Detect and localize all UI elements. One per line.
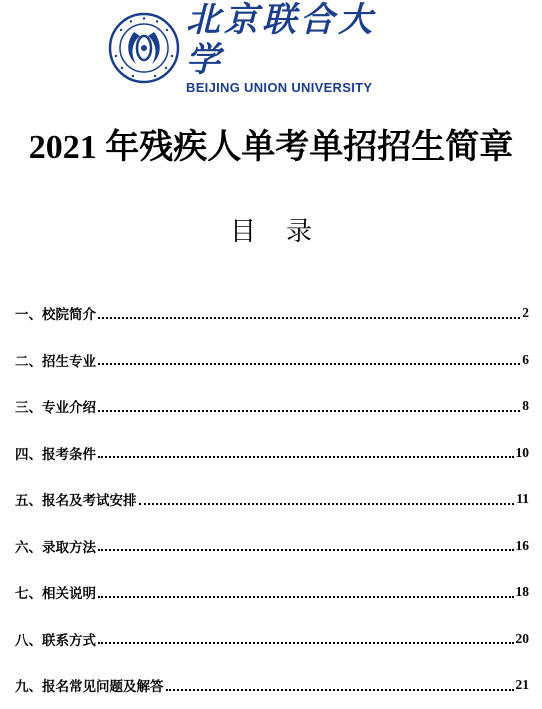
toc-leader-dots: [98, 595, 514, 598]
toc-heading: 目录: [229, 217, 342, 247]
toc-item-page: 8: [522, 398, 529, 414]
toc-item-label: 四、报考条件: [15, 446, 96, 463]
toc-leader-dots: [98, 362, 520, 365]
toc-item-label: 五、报名及考试安排: [15, 493, 137, 510]
toc-item-8[interactable]: [15, 616, 529, 663]
toc-item-page: 10: [515, 444, 529, 460]
toc-item-9[interactable]: [15, 662, 529, 709]
university-name-en: BEIJING UNION UNIVERSITY: [186, 79, 373, 95]
toc-item-label: 一、校院简介: [15, 307, 96, 324]
toc-item-6[interactable]: [15, 523, 529, 570]
toc-item-3[interactable]: [15, 383, 529, 430]
toc-leader-dots: [98, 548, 514, 551]
toc-item-2[interactable]: [15, 337, 529, 384]
university-name-cn: 北京联合大学: [186, 0, 376, 80]
toc-item-1[interactable]: [15, 290, 529, 337]
toc-leader-dots: [166, 688, 514, 691]
university-header: [108, 0, 408, 95]
toc-item-label: 三、专业介绍: [15, 400, 96, 417]
toc-leader-dots: [139, 502, 515, 505]
document-title: 2021 年残疾人单考单招招生简章: [28, 129, 514, 166]
toc-leader-dots: [98, 641, 514, 644]
toc-item-label: 七、相关说明: [15, 586, 96, 603]
toc-item-page: 6: [522, 351, 529, 367]
toc-item-page: 21: [515, 677, 529, 693]
toc-item-page: 16: [515, 537, 529, 553]
toc-item-label: 六、录取方法: [15, 539, 96, 556]
toc-item-page: 20: [515, 630, 529, 646]
toc-item-7[interactable]: [15, 569, 529, 616]
toc-item-page: 2: [522, 305, 529, 321]
toc-leader-dots: [98, 409, 520, 412]
toc-item-page: 18: [515, 584, 529, 600]
toc-leader-dots: [98, 316, 520, 319]
toc-item-4[interactable]: [15, 430, 529, 477]
toc-item-label: 八、联系方式: [15, 632, 96, 649]
toc-item-label: 二、招生专业: [15, 353, 96, 370]
university-seal-icon: [108, 12, 180, 84]
toc-item-page: 11: [516, 491, 529, 507]
table-of-contents: [15, 290, 529, 709]
toc-item-5[interactable]: [15, 476, 529, 523]
toc-leader-dots: [98, 455, 514, 458]
toc-item-label: 九、报名常见问题及解答: [15, 679, 164, 696]
